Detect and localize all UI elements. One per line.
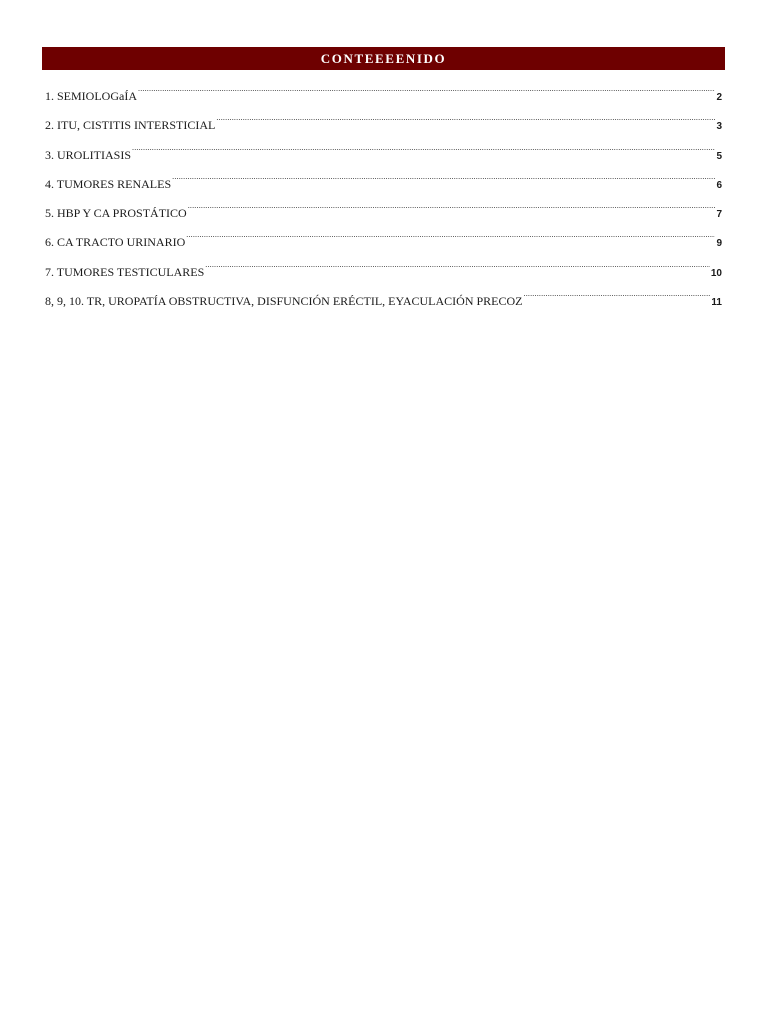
toc-entry-page[interactable]: 3 xyxy=(716,121,722,133)
toc-entry-3[interactable] xyxy=(45,143,722,172)
toc-entry-page[interactable]: 11 xyxy=(711,297,722,309)
toc-header-bar xyxy=(42,47,725,70)
toc-entry-page[interactable]: 6 xyxy=(716,179,722,191)
dot-leader xyxy=(132,143,715,159)
table-of-contents xyxy=(45,84,722,318)
toc-entry-label[interactable]: 3. UROLITIASIS xyxy=(45,147,131,162)
toc-entry-5[interactable] xyxy=(45,201,722,230)
toc-entry-4[interactable] xyxy=(45,172,722,201)
toc-entry-6[interactable] xyxy=(45,230,722,259)
toc-entry-2[interactable] xyxy=(45,113,722,142)
toc-entry-page[interactable]: 9 xyxy=(716,238,722,250)
toc-entry-label[interactable]: 7. TUMORES TESTICULARES xyxy=(45,264,205,279)
toc-entry-page[interactable]: 5 xyxy=(716,150,722,162)
dot-leader xyxy=(172,172,715,188)
dot-leader xyxy=(186,230,715,246)
toc-entry-label[interactable]: 1. SEMIOLOGaÍA xyxy=(45,89,137,103)
toc-entry-label[interactable]: 5. HBP Y CA PROSTÁTICO xyxy=(45,206,187,221)
dot-leader xyxy=(205,260,710,276)
dot-leader xyxy=(216,113,715,129)
dot-leader xyxy=(188,201,716,217)
toc-entry-1[interactable] xyxy=(45,84,722,113)
toc-entry-8[interactable] xyxy=(45,289,722,318)
dot-leader xyxy=(138,84,715,100)
toc-entry-label[interactable]: 6. CA TRACTO URINARIO xyxy=(45,235,186,250)
toc-entry-label[interactable]: 2. ITU, CISTITIS INTERSTICIAL xyxy=(45,118,216,133)
dot-leader xyxy=(524,289,711,305)
toc-entry-page[interactable]: 2 xyxy=(716,92,722,103)
toc-title: CONTEEEENIDO xyxy=(320,50,447,66)
toc-entry-page[interactable]: 7 xyxy=(716,209,722,221)
toc-entry-label[interactable]: 4. TUMORES RENALES xyxy=(45,176,172,191)
toc-entry-7[interactable] xyxy=(45,260,722,289)
toc-entry-page[interactable]: 10 xyxy=(710,267,722,279)
toc-entry-label[interactable]: 8, 9, 10. TR, UROPATÍA OBSTRUCTIVA, DISFUNCIÓN ERÉCTIL, EYACULACIÓN PRECOZ xyxy=(45,294,523,309)
